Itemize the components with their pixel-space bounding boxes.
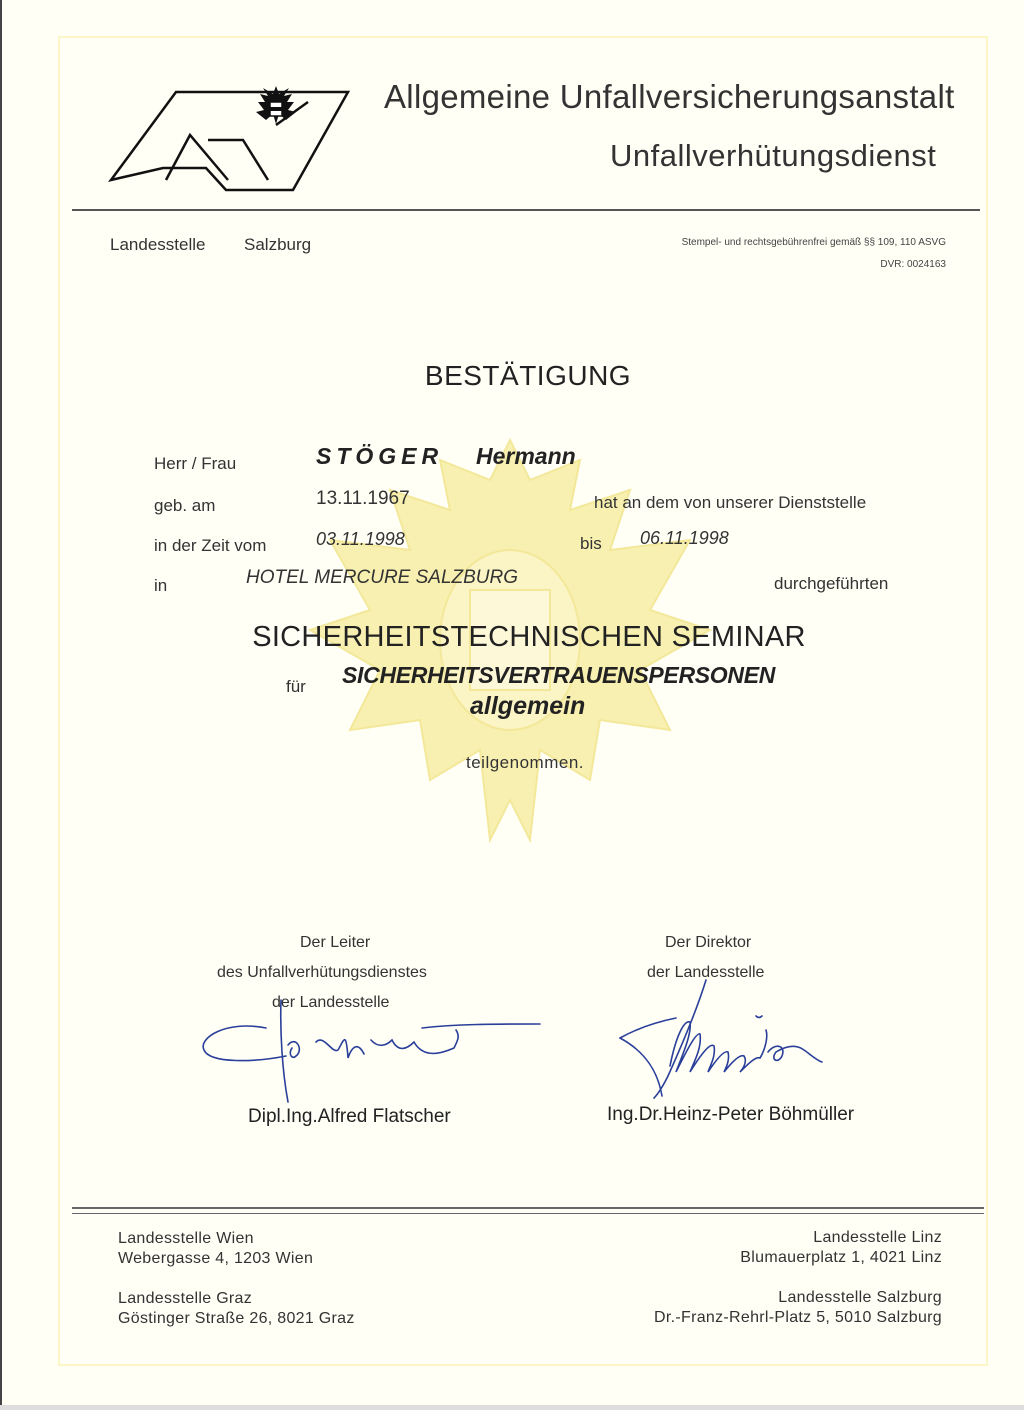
participant-given-name: Hermann	[476, 443, 576, 469]
seminar-variant: allgemein	[470, 692, 586, 720]
salutation-label: Herr / Frau	[154, 454, 237, 473]
conducted-label: durchgeführten	[774, 574, 889, 593]
landesstelle-label: Landesstelle	[110, 235, 206, 254]
left-signer-role-3: der Landesstelle	[272, 994, 390, 1011]
header-divider	[72, 209, 980, 211]
venue: HOTEL MERCURE SALZBURG	[246, 567, 519, 588]
left-signer-role-1: Der Leiter	[300, 934, 371, 951]
footer-graz-name: Landesstelle Graz	[118, 1290, 253, 1307]
left-signature-icon	[196, 990, 546, 1110]
fee-exemption-note: Stempel- und rechtsgebührenfrei gemäß §§ 109, 110 ASVG	[681, 237, 946, 248]
birth-date-label: geb. am	[154, 496, 216, 515]
dvr-number: DVR: 0024163	[880, 259, 946, 270]
seminar-audience: SICHERHEITSVERTRAUENSPERSONEN	[342, 662, 776, 688]
birth-date: 13.11.1967	[316, 488, 410, 509]
landesstelle-value: Salzburg	[244, 235, 312, 254]
auva-logo-icon	[108, 80, 354, 200]
date-from: 03.11.1998	[316, 529, 405, 549]
scan-edge-left	[0, 0, 2, 1410]
left-signer-name: Dipl.Ing.Alfred Flatscher	[248, 1106, 451, 1127]
fuer-label: für	[286, 677, 306, 696]
footer-wien-name: Landesstelle Wien	[118, 1230, 254, 1247]
right-signer-role-1: Der Direktor	[665, 934, 752, 951]
footer-graz-address: Göstinger Straße 26, 8021 Graz	[118, 1310, 355, 1327]
bis-label: bis	[580, 534, 602, 553]
right-signature-icon	[606, 976, 846, 1106]
document-title: BESTÄTIGUNG	[424, 360, 632, 391]
in-label: in	[154, 576, 168, 595]
scan-edge-bottom	[0, 1405, 1024, 1410]
department-name: Unfallverhütungsdienst	[610, 138, 937, 173]
left-signer-role-2: des Unfallverhütungsdienstes	[217, 964, 427, 981]
seminar-title: SICHERHEITSTECHNISCHEN SEMINAR	[252, 621, 806, 653]
date-to: 06.11.1998	[640, 528, 729, 548]
footer-wien-address: Webergasse 4, 1203 Wien	[118, 1250, 314, 1267]
right-signer-role-2: der Landesstelle	[647, 964, 765, 981]
footer-linz-address: Blumauerplatz 1, 4021 Linz	[740, 1249, 942, 1266]
footer-divider-thick	[72, 1207, 984, 1209]
right-signer-name: Ing.Dr.Heinz-Peter Böhmüller	[607, 1104, 855, 1125]
organization-name: Allgemeine Unfallversicherungsanstalt	[384, 78, 955, 115]
participation-text: hat an dem von unserer Dienststelle	[594, 493, 867, 512]
period-label: in der Zeit vom	[154, 536, 267, 555]
footer-salzburg-name: Landesstelle Salzburg	[778, 1289, 942, 1306]
footer-divider-thin	[72, 1213, 984, 1214]
closing-text: teilgenommen.	[466, 753, 585, 772]
footer-salzburg-address: Dr.-Franz-Rehrl-Platz 5, 5010 Salzburg	[654, 1309, 942, 1326]
footer-linz-name: Landesstelle Linz	[813, 1229, 942, 1246]
participant-surname: STÖGER	[316, 443, 444, 469]
